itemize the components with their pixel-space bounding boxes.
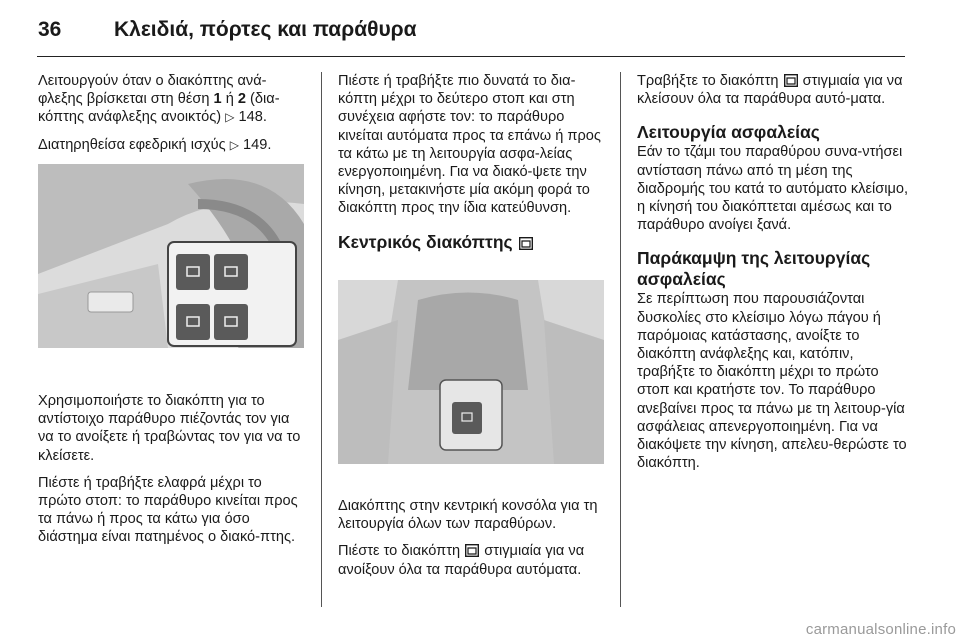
column-divider	[321, 72, 322, 607]
paragraph-ignition: Λειτουργούν όταν ο διακόπτης ανά-φλεξης βρίσκεται στη θέση 1 ή 2 (δια-κόπτης ανάφλεξης ανοικτός) ▷ 148.	[38, 73, 280, 126]
door-switch-panel-image	[38, 164, 304, 348]
window-switch-icon	[519, 237, 533, 250]
page-ref-link[interactable]: 148.	[238, 109, 267, 126]
paragraph-second-stop: Πιέστε ή τραβήξτε πιο δυνατά το δια-κόπτη μέχρι το δεύτερο στοπ και στη συνέχεια αφήστε τον: το παράθυρο κινείται αυτόματα προς τα επάνω ή προς τα κάτω με τη λειτουργία ασφα-λείας ενεργοποιημένη. Για να διακό-ψετε την κίνηση, μετακινήστε μία ακόμη φορά το διακόπτη προς την ίδια κατεύθυνση.	[338, 73, 601, 217]
page-ref-arrow-icon: ▷	[229, 137, 239, 152]
door-window-switches-illustration	[38, 164, 304, 348]
column-divider	[620, 72, 621, 607]
watermark: carmanualsonline.info	[805, 621, 956, 638]
page-ref-link[interactable]: 149.	[242, 136, 272, 153]
window-switch-icon	[465, 544, 479, 557]
paragraph-first-stop: Πιέστε ή τραβήξτε ελαφρά μέχρι το πρώτο στοπ: το παράθυρο κινείται προς τα πάνω ή προς τα κάτω για όσο διάστημα είναι πατημένος ο διακό-πτης.	[38, 474, 298, 546]
heading-safety-function: Λειτουργία ασφαλείας	[637, 122, 820, 143]
center-console-image	[338, 280, 604, 464]
center-console-illustration	[338, 280, 604, 464]
paragraph-usage: Χρησιμοποιήστε το διακόπτη για το αντίστοιχο παράθυρο πιέζοντάς τον για να το ανοίξετε ή τραβώντας τον για να το κλείσετε.	[38, 393, 301, 464]
paragraph-close-all: Τραβήξτε το διακόπτη στιγμιαία για να κλείσουν όλα τα παράθυρα αυτό-ματα.	[637, 73, 903, 108]
heading-central-switch: Κεντρικός διακόπτης	[338, 232, 606, 253]
page-number: 36	[38, 18, 62, 41]
figure-caption: Διακόπτης στην κεντρική κονσόλα για τη λειτουργία όλων των παραθύρων.	[338, 498, 598, 533]
heading-safety-override: Παράκαμψη της λειτουργίας ασφαλείας	[637, 248, 871, 290]
paragraph-safety-function: Εάν το τζάμι του παραθύρου συνα-ντήσει αντίσταση πάνω από τη μέση της διαδρομής του κατά το αυτόματο κλείσιμο, η κίνησή του διακόπτεται αμέσως και το παράθυρο ανοίγει ξανά.	[637, 144, 909, 234]
paragraph-retained-power: Διατηρηθείσα εφεδρική ισχύς ▷ 149.	[38, 136, 272, 153]
page-title: Κλειδιά, πόρτες και παράθυρα	[114, 18, 417, 41]
paragraph-safety-override: Σε περίπτωση που παρουσιάζονται δυσκολίες στο κλείσιμο λόγω πάγου ή παρόμοιας κατάστασης, ανοίξτε το διακόπτη ανάφλεξης και, κατόπιν, τραβήξτε το διακόπτη μέχρι το πρώτο στοπ και κρατήστε τον. Το παράθυρο ανεβαίνει προς τα πάνω με τη λειτουρ-γία ασφάλειας απενεργοποιημένη. Για να διακόψετε την κίνηση, απελευ-θερώστε το διακόπτη.	[637, 291, 907, 472]
page-ref-arrow-icon: ▷	[225, 110, 235, 125]
column-2	[338, 72, 606, 253]
paragraph-open-all: Πιέστε το διακόπτη στιγμιαία για να ανοίξουν όλα τα παράθυρα αυτόματα.	[338, 543, 585, 578]
column-1-lower	[38, 392, 308, 556]
window-switch-icon	[784, 74, 798, 87]
page-header	[0, 0, 960, 56]
header-rule	[37, 56, 905, 57]
column-3	[637, 72, 909, 481]
column-1	[38, 72, 308, 163]
column-2-lower	[338, 497, 606, 588]
